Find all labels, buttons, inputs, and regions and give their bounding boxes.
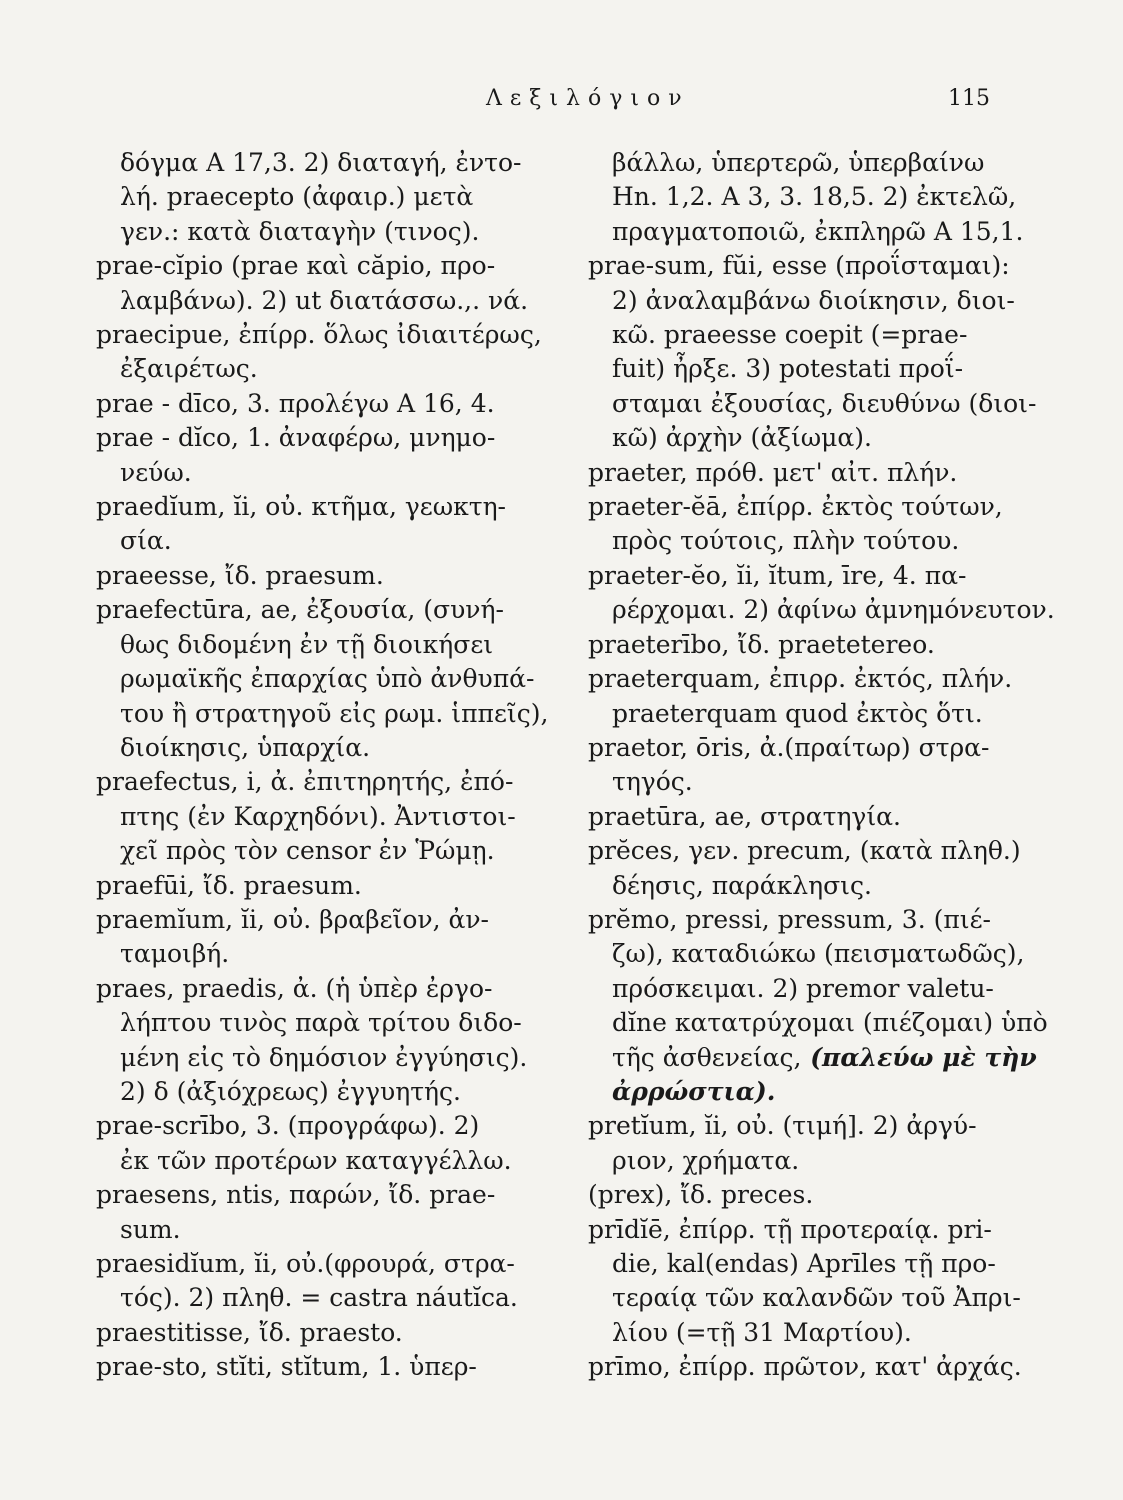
- line-text: σία.: [120, 526, 172, 556]
- line-text: praemĭum, ĭi, οὐ. βραβεῖον, ἀν-: [96, 904, 489, 934]
- dictionary-line: [588, 387, 1038, 421]
- dictionary-line: [96, 1247, 584, 1281]
- dictionary-line: [96, 559, 584, 593]
- dictionary-line: [588, 731, 1038, 765]
- dictionary-line: [96, 456, 584, 490]
- dictionary-line: [96, 352, 584, 386]
- line-text: prae - dĭco, 1. ἀναφέρω, μνημο-: [96, 423, 496, 453]
- dictionary-line: [588, 146, 1038, 180]
- line-text: praeter-ĕo, ĭi, ĭtum, īre, 4. πα-: [588, 560, 967, 590]
- line-text: πρόσκειμαι. 2) premor valetu-: [612, 973, 994, 1003]
- line-text: τῆς ἀσθενείας,: [612, 1042, 802, 1072]
- dictionary-line: [96, 765, 584, 799]
- dictionary-line: [588, 697, 1038, 731]
- dictionary-line: [588, 1213, 1038, 1247]
- dictionary-line: [588, 249, 1038, 283]
- line-text: νεύω.: [120, 457, 192, 487]
- dictionary-line: [588, 800, 1038, 834]
- line-text: praedĭum, ĭi, οὐ. κτῆμα, γεωκτη-: [96, 492, 506, 522]
- dictionary-line: [96, 387, 584, 421]
- handwritten-annotation: (παλεύω μὲ τὴν: [801, 1042, 1037, 1072]
- line-text: praesens, ntis, παρών, ἴδ. prae-: [96, 1180, 496, 1210]
- line-text: βάλλω, ὑπερτερῶ, ὑπερβαίνω: [612, 148, 985, 177]
- dictionary-line: [96, 146, 584, 180]
- dictionary-line: [588, 1178, 1038, 1212]
- line-text: ρέρχομαι. 2) ἀφίνω ἀμνημόνευτον.: [612, 595, 1055, 625]
- dictionary-line: [588, 284, 1038, 318]
- line-text: ταμοιβή.: [120, 939, 230, 969]
- line-text: prīmo, ἐπίρρ. πρῶτον, κατ' ἀρχάς.: [588, 1352, 1022, 1382]
- line-text: 2) ἀναλαμβάνω διοίκησιν, διοι-: [612, 285, 1015, 315]
- dictionary-line: [96, 318, 584, 352]
- line-text: χεῖ πρὸς τὸν censor ἐν Ῥώμῃ.: [120, 836, 495, 866]
- line-text: praeterquam quod ἐκτὸς ὅτι.: [612, 698, 983, 728]
- line-text: 2) δ (ἀξιόχρεως) ἐγγυητής.: [120, 1076, 461, 1106]
- dictionary-line: [96, 1281, 584, 1315]
- line-text: praesidĭum, ĭi, οὐ.(φρουρά, στρα-: [96, 1249, 515, 1278]
- line-text: praecipue, ἐπίρρ. ὅλως ἰδιαιτέρως,: [96, 320, 542, 350]
- line-text: ἐκ τῶν προτέρων καταγγέλλω.: [120, 1145, 512, 1175]
- dictionary-line: [96, 421, 584, 455]
- dictionary-line: [588, 765, 1038, 799]
- dictionary-line: [588, 1316, 1038, 1350]
- dictionary-line: [588, 937, 1038, 971]
- dictionary-line: [588, 834, 1038, 868]
- dictionary-line: [96, 628, 584, 662]
- dictionary-line: [96, 869, 584, 903]
- line-text: του ἢ στρατηγοῦ εἰς ρωμ. ἱππεῖς),: [120, 698, 549, 728]
- dictionary-line: [96, 662, 584, 696]
- line-text: δόγμα Α 17,3. 2) διαταγή, ἐντο-: [120, 148, 522, 177]
- line-text: prĕces, γεν. precum, (κατὰ πληθ.): [588, 836, 1021, 866]
- line-text: γεν.: κατὰ διαταγὴν (τινος).: [120, 216, 480, 246]
- dictionary-line: [588, 318, 1038, 352]
- dictionary-line: [588, 456, 1038, 490]
- line-text: πρὸς τούτοις, πλὴν τούτου.: [612, 526, 960, 556]
- dictionary-line: [588, 180, 1038, 214]
- dictionary-line: [588, 1075, 1038, 1109]
- dictionary-line: [588, 662, 1038, 696]
- dictionary-line: [96, 249, 584, 283]
- dictionary-line: [588, 1041, 1038, 1075]
- page-number: 115: [948, 86, 990, 111]
- line-text: ριον, χρήματα.: [612, 1145, 800, 1175]
- right-column: [588, 146, 1055, 1385]
- running-head: Λεξιλόγιον: [486, 86, 690, 111]
- line-text: πτης (ἐν Καρχηδόνι). Ἀντιστοι-: [120, 801, 516, 831]
- dictionary-line: [96, 524, 584, 558]
- dictionary-line: [96, 1109, 584, 1143]
- dictionary-line: [96, 1178, 584, 1212]
- left-column: [96, 146, 584, 1385]
- line-text: λίου (=τῇ 31 Μαρτίου).: [612, 1317, 912, 1347]
- dictionary-line: [588, 869, 1038, 903]
- line-text: θως διδομένη ἐν τῇ διοικήσει: [120, 629, 494, 659]
- line-text: μένη εἰς τὸ δημόσιον ἐγγύησις).: [120, 1042, 528, 1072]
- line-text: ἐξαιρέτως.: [120, 354, 258, 384]
- line-text: praestitisse, ἴδ. praesto.: [96, 1317, 403, 1347]
- line-text: διοίκησις, ὑπαρχία.: [120, 732, 371, 762]
- line-text: praefūi, ἴδ. praesum.: [96, 870, 362, 900]
- line-text: praeterquam, ἐπιρρ. ἐκτός, πλήν.: [588, 664, 1013, 694]
- dictionary-line: [96, 284, 584, 318]
- line-text: δέησις, παράκλησις.: [612, 870, 872, 900]
- dictionary-line: [588, 903, 1038, 937]
- line-text: fuit) ἦρξε. 3) potestati προΐ-: [612, 354, 964, 384]
- dictionary-line: [96, 490, 584, 524]
- line-text: praetor, ōris, ἀ.(πραίτωρ) στρα-: [588, 732, 990, 762]
- line-text: praeter-ĕā, ἐπίρρ. ἐκτὸς τούτων,: [588, 492, 1003, 522]
- line-text: prĕmo, pressi, pressum, 3. (πιέ-: [588, 904, 991, 934]
- line-text: prae-sto, stĭti, stĭtum, 1. ὑπερ-: [96, 1352, 477, 1382]
- line-text: praeterībo, ἴδ. praetetereo.: [588, 629, 935, 659]
- dictionary-line: [96, 697, 584, 731]
- dictionary-line: [588, 1144, 1038, 1178]
- line-text: praeter, πρόθ. μετ' αἰτ. πλήν.: [588, 457, 958, 487]
- dictionary-line: [588, 1350, 1038, 1384]
- dictionary-line: [96, 800, 584, 834]
- line-text: prae-cĭpio (prae καὶ căpio, προ-: [96, 251, 496, 281]
- line-text: λήπτου τινὸς παρὰ τρίτου διδο-: [120, 1008, 522, 1038]
- dictionary-line: [588, 490, 1038, 524]
- line-text: τηγός.: [612, 767, 693, 797]
- dictionary-line: [588, 628, 1038, 662]
- line-text: τεραίᾳ τῶν καλανδῶν τοῦ Ἀπρι-: [612, 1283, 1021, 1313]
- dictionary-line: [96, 1041, 584, 1075]
- dictionary-line: [588, 1006, 1048, 1040]
- line-text: κῶ) ἀρχὴν (ἀξίωμα).: [612, 423, 872, 453]
- dictionary-line: [96, 1350, 584, 1384]
- dictionary-line: [96, 903, 584, 937]
- line-text: praefectus, i, ἀ. ἐπιτηρητής, ἐπό-: [96, 767, 514, 797]
- dictionary-line: [96, 972, 584, 1006]
- line-text: sum.: [120, 1214, 181, 1244]
- line-text: prae-sum, fŭi, esse (προΐσταμαι):: [588, 251, 1010, 281]
- line-text: dĭne κατατρύχομαι (πιέζομαι) ὑπὸ: [612, 1008, 1048, 1038]
- dictionary-line: [96, 215, 584, 249]
- line-text: praefectūra, ae, ἐξουσία, (συνή-: [96, 595, 504, 625]
- line-text: ζω), καταδιώκω (πεισματωδῶς),: [612, 939, 1025, 969]
- line-text: ρωμαϊκῆς ἐπαρχίας ὑπὸ ἀνθυπά-: [120, 664, 535, 694]
- line-text: λή. praecepto (ἀφαιρ.) μετὰ: [120, 182, 474, 212]
- dictionary-line: [588, 559, 1038, 593]
- line-text: die, kal(endas) Aprīles τῇ προ-: [612, 1249, 996, 1278]
- dictionary-line: [96, 1006, 584, 1040]
- dictionary-line: [588, 215, 1038, 249]
- dictionary-line: [96, 1316, 584, 1350]
- dictionary-line: [588, 593, 1055, 627]
- line-text: pretĭum, ĭi, οὐ. (τιμή]. 2) ἀργύ-: [588, 1111, 977, 1141]
- line-text: (prex), ἴδ. preces.: [588, 1180, 814, 1210]
- line-text: κῶ. praeesse coepit (=prae-: [612, 320, 968, 350]
- dictionary-line: [96, 1075, 584, 1109]
- line-text: praeesse, ἴδ. praesum.: [96, 560, 384, 590]
- line-text: τός). 2) πληθ. = castra náutĭca.: [120, 1283, 518, 1313]
- dictionary-line: [96, 731, 584, 765]
- dictionary-line: [588, 1247, 1038, 1281]
- dictionary-line: [588, 421, 1038, 455]
- line-text: πραγματοποιῶ, ἐκπληρῶ Α 15,1.: [612, 216, 1024, 246]
- dictionary-line: [96, 1213, 584, 1247]
- handwritten-annotation: ἀρρώστια).: [612, 1076, 776, 1106]
- dictionary-line: [588, 524, 1038, 558]
- dictionary-line: [588, 972, 1038, 1006]
- line-text: λαμβάνω). 2) ut διατάσσω.,. νά.: [120, 285, 529, 315]
- line-text: Ηn. 1,2. Α 3, 3. 18,5. 2) ἐκτελῶ,: [612, 182, 1017, 212]
- dictionary-line: [588, 1281, 1038, 1315]
- line-text: praes, praedis, ἀ. (ἡ ὑπὲρ ἐργο-: [96, 973, 493, 1003]
- line-text: praetūra, ae, στρατηγία.: [588, 801, 902, 831]
- line-text: σταμαι ἐξουσίας, διευθύνω (διοι-: [612, 388, 1037, 418]
- dictionary-line: [96, 1144, 584, 1178]
- dictionary-line: [96, 593, 584, 627]
- dictionary-line: [588, 1109, 1038, 1143]
- dictionary-line: [96, 937, 584, 971]
- dictionary-line: [96, 834, 584, 868]
- dictionary-line: [96, 180, 584, 214]
- line-text: prīdĭē, ἐπίρρ. τῇ προτεραίᾳ. pri-: [588, 1214, 992, 1244]
- dictionary-line: [588, 352, 1038, 386]
- line-text: prae-scrībo, 3. (προγράφω). 2): [96, 1111, 480, 1141]
- line-text: prae - dīco, 3. προλέγω Α 16, 4.: [96, 388, 495, 418]
